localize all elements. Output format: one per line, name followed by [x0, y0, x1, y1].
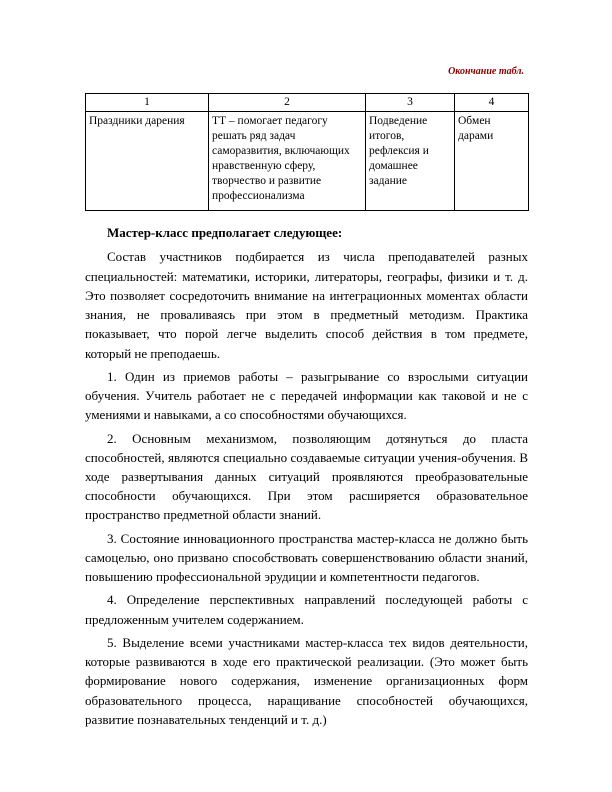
list-item-4: 4. Определение перспективных направлений последующей работы с предложенным учителем содержанием. — [85, 592, 528, 627]
list-item-1: 1. Один из приемов работы – разыгрывание со взрослыми ситуации обучения. Учитель работает не с передачей информации как таковой и не с умениями и навыками, а со способностями обучающихся. — [85, 368, 528, 423]
list-item-2: 2. Основным механизмом, позволяющим дотянуться до пласта способностей, являются специально создаваемые ситуации учения-обучения. В ходе развертывания данных ситуаций проявляются преобразовательные способности обучающихся. При этом расширяется образовательное пространство предметной области знаний. — [85, 430, 528, 523]
table-row — [86, 111, 529, 210]
table-cell-description: ТТ – помогает педагогу решать ряд задач саморазвития, включающих нравственную сферу, творчество и развитие профессионализма — [209, 111, 366, 210]
table-cell-result: Обмен дарами — [455, 111, 529, 210]
table-header-cell-3: 3 — [366, 94, 455, 112]
table-continuation-note: Окончание табл. — [448, 66, 524, 77]
list-item-3: 3. Состояние инновационного пространства мастер-класса не должно быть самоцелью, оно призвано способствовать совершенствованию области знаний, повышению профессиональной эрудиции и компетентности педагогов. — [85, 530, 528, 585]
table-header-cell-1: 1 — [86, 94, 209, 112]
section-heading: Мастер-класс предполагает следующее: — [107, 224, 343, 240]
list-item-5: 5. Выделение всеми участниками мастер-класса тех видов деятельности, которые развиваются в ходе его практической реализации. (Это может быть формирование нового содержания, изменение организационных форм образовательного процесса, наращивание способностей обучающихся, развитие познавательных тенденций и т. д.) — [85, 634, 528, 727]
intro-paragraph: Состав участников подбирается из числа преподавателей разных специальностей: математики, историки, литераторы, географы, физики и т. д. Это позволяет сосредоточить внимание на интеграционных моментах области знания, не проваливаясь при этом в предметный методизм. Практика показывает, что порой легче выделить способ действия в том предмете, который не преподаешь. — [85, 249, 528, 361]
table-cell-activity: Подведение итогов, рефлексия и домашнее задание — [366, 111, 455, 210]
table-header-cell-2: 2 — [209, 94, 366, 112]
page-content — [85, 93, 528, 733]
table-header-cell-4: 4 — [455, 94, 529, 112]
table-header-row — [86, 94, 529, 112]
methods-table — [85, 93, 529, 211]
table-cell-stage: Праздники дарения — [86, 111, 209, 210]
